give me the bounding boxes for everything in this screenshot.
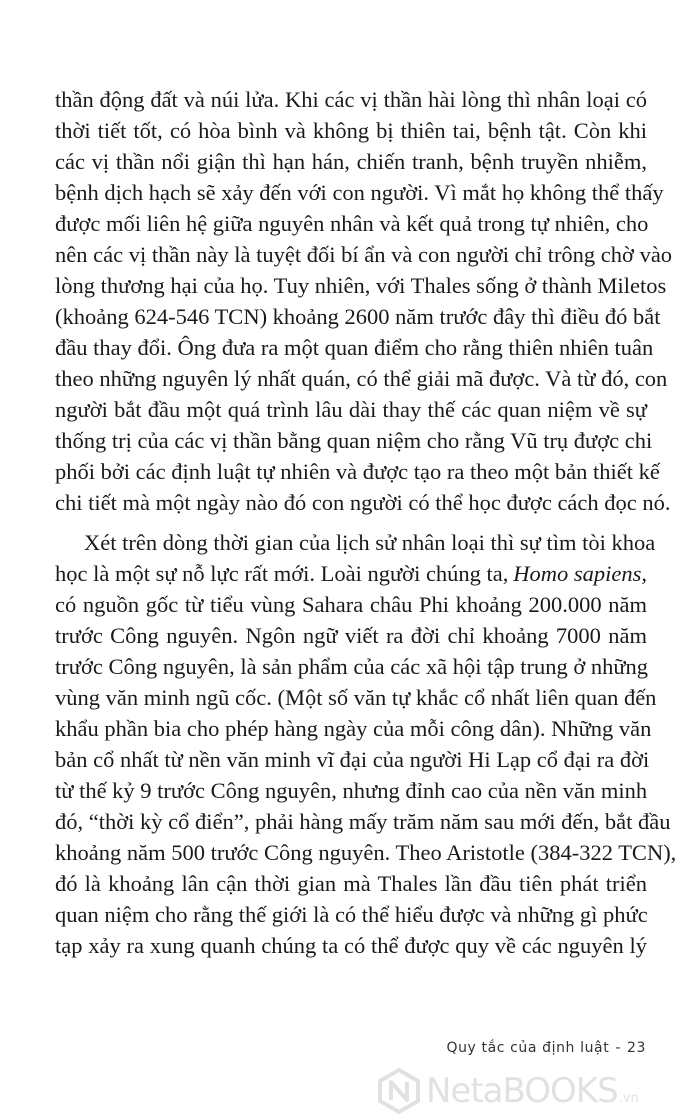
text-line: (khoảng 624-546 TCN) khoảng 2600 năm trước đây thì điều đó bắt [55, 304, 661, 329]
text-line: phối bởi các định luật tự nhiên và được tạo ra theo một bản thiết kế [55, 459, 660, 484]
text-line: quan niệm cho rằng thế giới là có thể hiểu được và những gì phức [55, 902, 648, 927]
text-line: thời tiết tốt, có hòa bình và không bị thiên tai, bệnh tật. Còn khi [55, 118, 647, 143]
text-line: trước Công nguyên, là sản phẩm của các xã hội tập trung ở những [55, 654, 649, 679]
text-line: người bắt đầu một quá trình lâu dài thay thế các quan niệm về sự [55, 397, 647, 422]
running-title: Quy tắc của định luật [446, 1040, 610, 1056]
footer-separator: - [615, 1040, 621, 1056]
text-line: bệnh dịch hạch sẽ xảy đến với con người. Vì mắt họ không thể thấy [55, 180, 664, 205]
text-line: đó, “thời kỳ cổ điển”, phải hàng mấy trăm năm sau mới đến, bắt đầu [55, 809, 671, 834]
text-line: đó là khoảng lân cận thời gian mà Thales lần đầu tiên phát triển [55, 871, 647, 896]
text-line: các vị thần nổi giận thì hạn hán, chiến tranh, bệnh truyền nhiễm, [55, 149, 647, 174]
text-line: khẩu phần bia cho phép hàng ngày của mỗi công dân). Những văn [55, 716, 652, 741]
text-line: trước Công nguyên. Ngôn ngữ viết ra đời chỉ khoảng 7000 năm [55, 623, 647, 648]
text-line: lòng thương hại của họ. Tuy nhiên, với Thales sống ở thành Miletos [55, 273, 667, 298]
text-line: được mối liên hệ giữa nguyên nhân và kết quả trong tự nhiên, cho [55, 211, 649, 236]
netabooks-logo-icon [376, 1068, 422, 1114]
text-line: theo những nguyên lý nhất quán, có thể giải mã được. Và từ đó, con [55, 366, 668, 391]
text-line [55, 559, 647, 589]
text-segment: học là một sự nỗ lực rất mới. Loài người chúng ta, [55, 561, 509, 586]
page-number: 23 [626, 1040, 646, 1056]
text-line: có nguồn gốc từ tiểu vùng Sahara châu Phi khoảng 200.000 năm [55, 592, 647, 617]
watermark [376, 1066, 696, 1116]
text-line: bản cổ nhất từ nền văn minh vĩ đại của người Hi Lạp cổ đại ra đời [55, 747, 650, 772]
text-line: vùng văn minh ngũ cốc. (Một số văn tự khắc cổ nhất liên quan đến [55, 685, 657, 710]
watermark-suffix: .vn [618, 1090, 639, 1106]
watermark-text: NetaBOOKS [426, 1071, 618, 1111]
text-line: từ thế kỷ 9 trước Công nguyên, nhưng đỉnh cao của nền văn minh [55, 778, 648, 803]
text-line: nên các vị thần này là tuyệt đối bí ẩn và con người chỉ trông chờ vào [55, 242, 673, 267]
text-line: Xét trên dòng thời gian của lịch sử nhân loại thì sự tìm tòi khoa [84, 530, 656, 555]
text-line: đầu thay đổi. Ông đưa ra một quan điểm cho rằng thiên nhiên tuân [55, 335, 654, 360]
text-line: tạp xảy ra xung quanh chúng ta có thể được quy về các nguyên lý [55, 933, 647, 958]
page-footer [380, 1040, 646, 1062]
italic-term: Homo sapiens, [513, 561, 647, 586]
text-line: thống trị của các vị thần bằng quan niệm cho rằng Vũ trụ được chi [55, 428, 653, 453]
text-line: khoảng năm 500 trước Công nguyên. Theo Aristotle (384-322 TCN), [55, 840, 677, 865]
text-line: thần động đất và núi lửa. Khi các vị thần hài lòng thì nhân loại có [55, 87, 647, 112]
text-line: chi tiết mà một ngày nào đó con người có thể học được cách đọc nó. [55, 490, 671, 515]
